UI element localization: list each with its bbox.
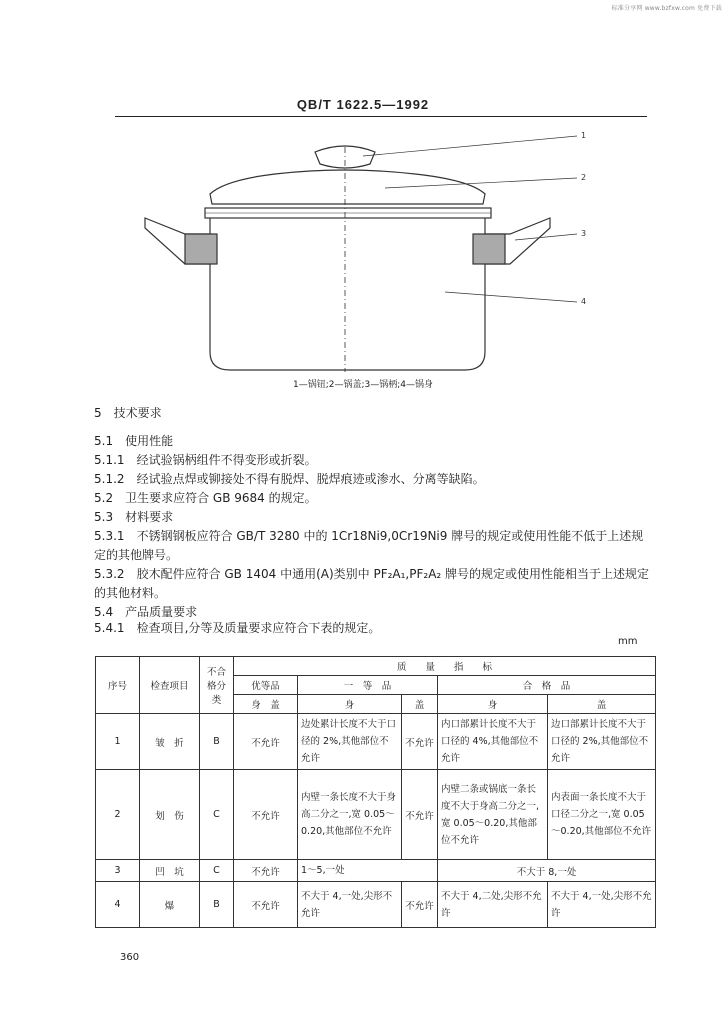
callout-2: 2 <box>581 173 587 182</box>
header-qual-body: 身 <box>438 695 548 714</box>
row-class: B <box>200 714 234 770</box>
pot-body <box>210 218 485 370</box>
header-qualified: 合 格 品 <box>438 676 656 695</box>
lid <box>210 170 485 204</box>
clause-number: 5.3 <box>94 510 114 524</box>
header-qual-lid: 盖 <box>548 695 656 714</box>
row-qual-body: 内口部累计长度不大于口径的 4%,其他部位不允许 <box>438 714 548 770</box>
clause-text: 材料要求 <box>125 510 174 524</box>
row-qual-body: 内壁二条或锅底一条长度不大于身高二分之一,宽 0.05～0.20,其他部位不允许 <box>438 770 548 860</box>
clause-number: 5.1 <box>94 434 114 448</box>
page-number: 360 <box>120 952 140 963</box>
clause-number: 5.4.1 <box>94 621 125 635</box>
clause-5-2 <box>94 489 654 508</box>
clause-number: 5.1.1 <box>94 453 125 467</box>
row-item: 爆 <box>140 882 200 928</box>
callout-line-4 <box>445 292 577 302</box>
clause-number: 5.4 <box>94 605 114 619</box>
row-class: C <box>200 860 234 882</box>
clause-number: 5.3.1 <box>94 529 125 543</box>
clause-number: 5.2 <box>94 491 114 505</box>
row-first-merged: 1～5,一处 <box>298 860 438 882</box>
callout-3: 3 <box>581 229 587 238</box>
header-excellent: 优等品 <box>234 676 298 695</box>
row-first-body: 边处累计长度不大于口径的 2%,其他部位不允许 <box>298 714 402 770</box>
callout-line-2 <box>385 178 577 188</box>
clause-text: 胶木配件应符合 GB 1404 中通用(A)类别中 PF₂A₁,PF₂A₂ 牌号的规定或使用性能相当于上述规定的其他材料。 <box>94 567 650 600</box>
row-seq: 3 <box>96 860 140 882</box>
header-first: 一 等 品 <box>298 676 438 695</box>
header-rule <box>115 116 647 117</box>
standard-code-header: QB/T 1622.5—1992 <box>296 97 430 112</box>
row-excellent: 不允许 <box>234 770 298 860</box>
row-excellent: 不允许 <box>234 714 298 770</box>
row-seq: 1 <box>96 714 140 770</box>
row-seq: 4 <box>96 882 140 928</box>
callout-4: 4 <box>581 297 587 306</box>
clause-5-3-1 <box>94 527 654 565</box>
clause-text: 检查项目,分等及质量要求应符合下表的规定。 <box>136 621 381 635</box>
header-class: 不合格分类 <box>200 657 234 714</box>
row-first-body: 不大于 4,一处,尖形不允许 <box>298 882 402 928</box>
callout-line-3 <box>515 234 577 240</box>
row-qual-lid: 不大于 4,一处,尖形不允许 <box>548 882 656 928</box>
table-unit: mm <box>618 636 638 647</box>
callout-1: 1 <box>581 131 587 140</box>
section-title: 5 技术要求 <box>94 406 162 420</box>
clause-5-1 <box>94 432 654 451</box>
table-header-row <box>96 657 656 676</box>
row-class: C <box>200 770 234 860</box>
row-item: 划 伤 <box>140 770 200 860</box>
row-seq: 2 <box>96 770 140 860</box>
row-first-lid: 不允许 <box>402 770 438 860</box>
table-row <box>96 882 656 928</box>
header-body: 身 <box>251 700 261 711</box>
clause-5-3 <box>94 508 654 527</box>
row-qual-body: 不大于 4,二处,尖形不允许 <box>438 882 548 928</box>
clause-text: 不锈钢钢板应符合 GB/T 3280 中的 1Cr18Ni9,0Cr19Ni9 牌号的规定或使用性能不低于上述规定的其他牌号。 <box>94 529 644 562</box>
clause-text: 使用性能 <box>125 434 174 448</box>
figure-caption: 1—锅钮;2—锅盖;3—锅柄;4—锅身 <box>292 380 433 390</box>
header-excellent-body-lid <box>234 695 298 714</box>
header-first-lid: 盖 <box>402 695 438 714</box>
callout-line-1 <box>363 136 577 156</box>
watermark: 标准分享网 www.bzfxw.com 免费下载 <box>611 5 722 12</box>
table-row <box>96 714 656 770</box>
clause-text: 经试验点焊或铆接处不得有脱焊、脱焊痕迹或渗水、分离等缺陷。 <box>136 472 485 486</box>
clause-5-3-2 <box>94 565 654 603</box>
clause-5-1-2 <box>94 470 654 489</box>
header-lid: 盖 <box>270 700 280 711</box>
row-qual-lid: 边口部累计长度不大于口径的 2%,其他部位不允许 <box>548 714 656 770</box>
clause-text: 卫生要求应符合 GB 9684 的规定。 <box>125 491 317 505</box>
quality-table <box>95 656 656 928</box>
row-qual-lid: 内表面一条长度不大于口径二分之一,宽 0.05～0.20,其他部位不允许 <box>548 770 656 860</box>
row-first-lid: 不允许 <box>402 882 438 928</box>
clause-5-4-1 <box>94 619 654 638</box>
row-excellent: 不允许 <box>234 882 298 928</box>
header-first-body: 身 <box>298 695 402 714</box>
header-item: 检查项目 <box>140 657 200 714</box>
clause-number: 5.3.2 <box>94 567 125 581</box>
row-item: 凹 坑 <box>140 860 200 882</box>
pot-figure <box>115 122 647 384</box>
header-quality: 质 量 指 标 <box>234 657 656 676</box>
row-class: B <box>200 882 234 928</box>
clause-5-1-1 <box>94 451 654 470</box>
row-first-body: 内壁一条长度不大于身高二分之一,宽 0.05～0.20,其他部位不允许 <box>298 770 402 860</box>
row-qual-merged: 不大于 8,一处 <box>438 860 656 882</box>
clause-text: 经试验锅柄组件不得变形或折裂。 <box>136 453 317 467</box>
row-first-lid: 不允许 <box>402 714 438 770</box>
row-excellent: 不允许 <box>234 860 298 882</box>
table-row <box>96 770 656 860</box>
row-item: 皱 折 <box>140 714 200 770</box>
table-row <box>96 860 656 882</box>
header-seq: 序号 <box>96 657 140 714</box>
clause-number: 5.1.2 <box>94 472 125 486</box>
clause-text: 产品质量要求 <box>125 605 198 619</box>
